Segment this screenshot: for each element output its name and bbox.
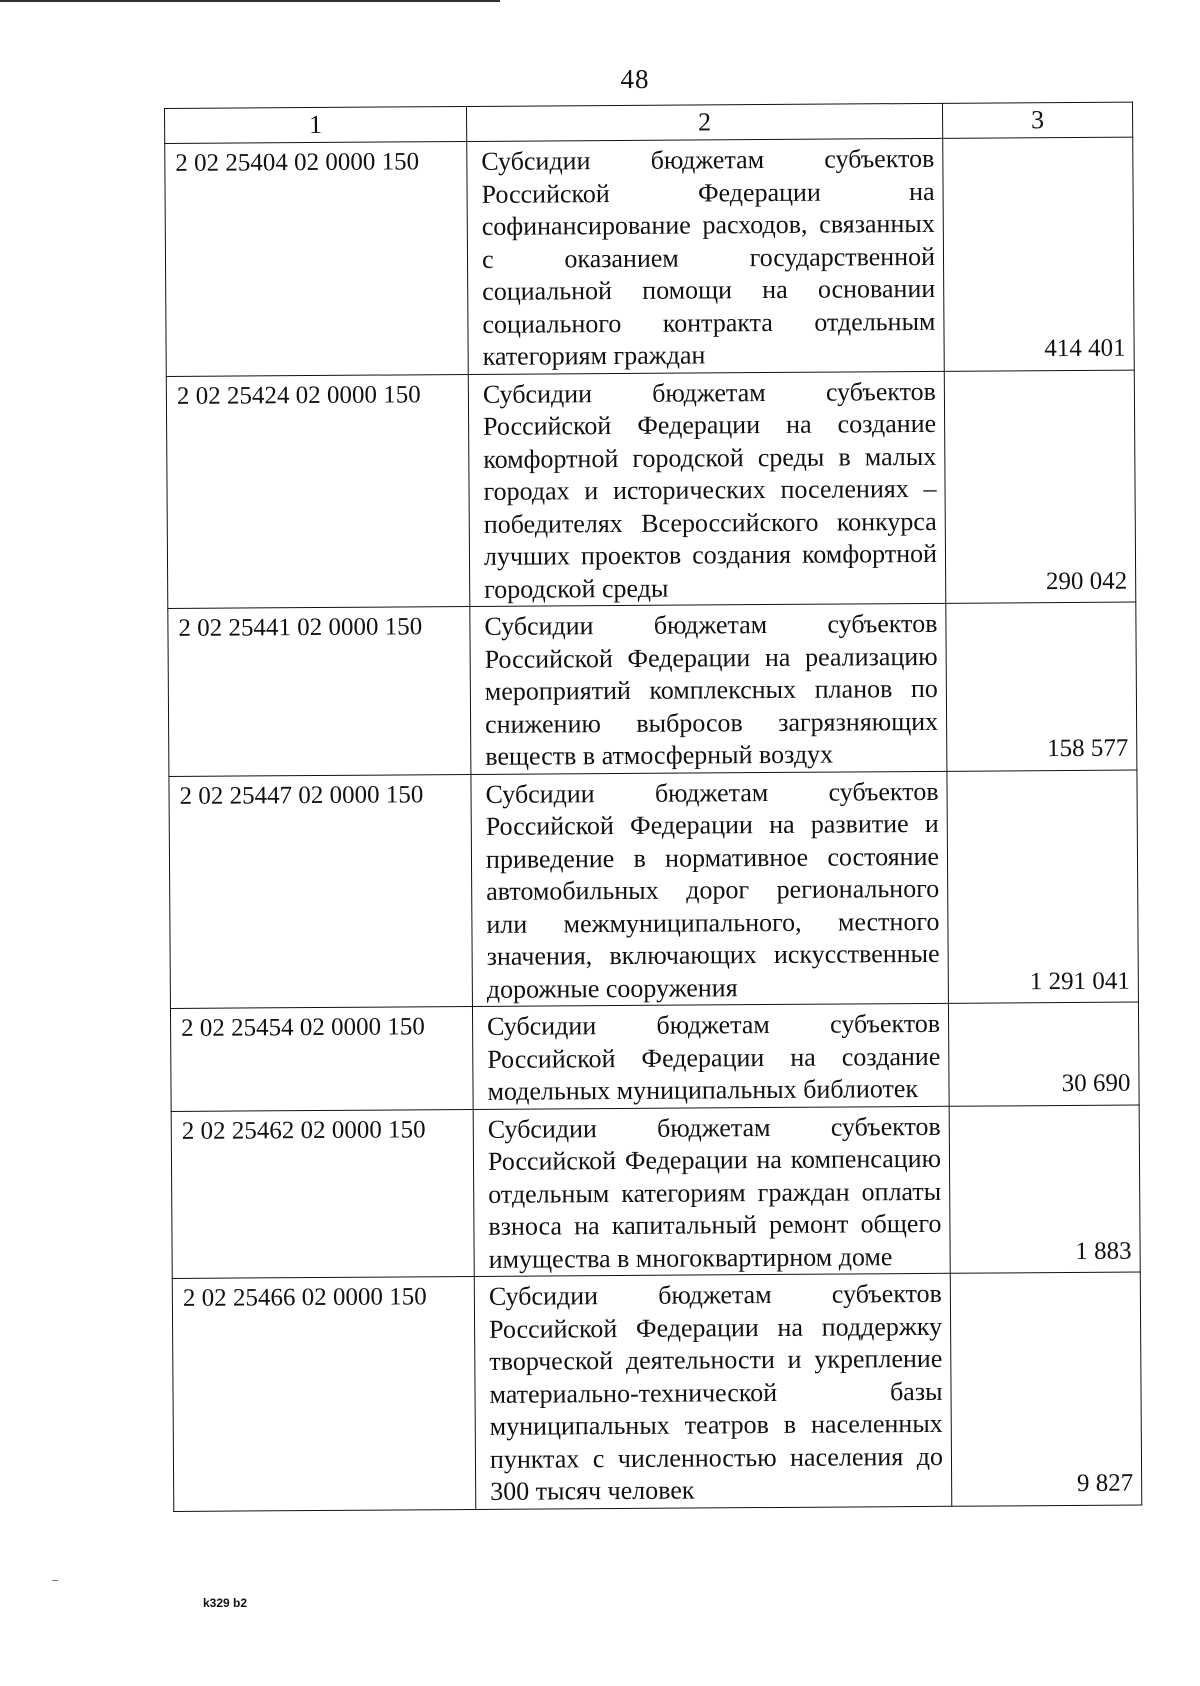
header-col-1: 1 [165, 106, 467, 143]
budget-code: 2 02 25404 02 0000 150 [165, 141, 469, 375]
budget-code: 2 02 25454 02 0000 150 [170, 1006, 473, 1111]
budget-code: 2 02 25462 02 0000 150 [171, 1109, 474, 1278]
table-row [165, 137, 1135, 376]
budget-table-container [164, 102, 1141, 1512]
page-number: 48 [620, 64, 650, 94]
header-col-3: 3 [942, 102, 1132, 138]
subsidy-description: Субсидии бюджетам субъектов Российской Федерации на развитие и приведение в нормативное состояние автомобильных дорог регионального или межмуниципального, местного значения, включающих искусственные дорожные сооружения [471, 771, 949, 1007]
amount: 414 401 [943, 137, 1135, 371]
subsidy-description: Субсидии бюджетам субъектов Российской Федерации на создание модельных муниципальных библиотек [472, 1003, 949, 1109]
amount: 158 577 [946, 602, 1137, 771]
amount: 1 883 [949, 1105, 1140, 1274]
subsidy-description: Субсидии бюджетам субъектов Российской Федерации на софинансирование расходов, связанных с оказанием государственной социальной помощи на основании социального контракта отдельным категориям граждан [467, 138, 945, 374]
table-row [172, 1272, 1142, 1511]
subsidy-description: Субсидии бюджетам субъектов Российской Федерации на реализацию мероприятий комплексных планов по снижению выбросов загрязняющих веществ в атмосферный воздух [470, 603, 947, 774]
amount: 290 042 [944, 370, 1136, 604]
subsidy-description: Субсидии бюджетам субъектов Российской Федерации на создание комфортной городской среды в малых городах и исторических поселениях – победителях Всероссийского конкурса лучших проектов создания комфортной городской среды [468, 371, 946, 607]
budget-code: 2 02 25466 02 0000 150 [172, 1276, 476, 1510]
table-row [170, 1002, 1139, 1111]
table-row [171, 1105, 1140, 1279]
amount: 9 827 [950, 1272, 1142, 1506]
budget-code: 2 02 25447 02 0000 150 [169, 774, 473, 1008]
margin-mark [52, 1580, 58, 1581]
scan-edge-line [0, 0, 500, 2]
table-row [168, 602, 1137, 776]
header-col-2: 2 [466, 103, 942, 141]
subsidy-description: Субсидии бюджетам субъектов Российской Федерации на поддержку творческой деятельности и укрепление материально-технической базы муниципальных театров в населенных пунктах с численностью населения до 300 тысяч человек [474, 1273, 952, 1509]
table-row [169, 770, 1139, 1009]
budget-table [164, 102, 1142, 1512]
subsidy-description: Субсидии бюджетам субъектов Российской Федерации на компенсацию отдельным категориям граждан оплаты взноса на капитальный ремонт общего имущества в многоквартирном доме [473, 1106, 950, 1277]
budget-code: 2 02 25424 02 0000 150 [166, 374, 470, 608]
footer-mark: k329 b2 [203, 1596, 248, 1610]
amount: 30 690 [948, 1002, 1139, 1106]
budget-code: 2 02 25441 02 0000 150 [168, 606, 471, 775]
amount: 1 291 041 [947, 770, 1139, 1004]
table-row [166, 370, 1136, 609]
